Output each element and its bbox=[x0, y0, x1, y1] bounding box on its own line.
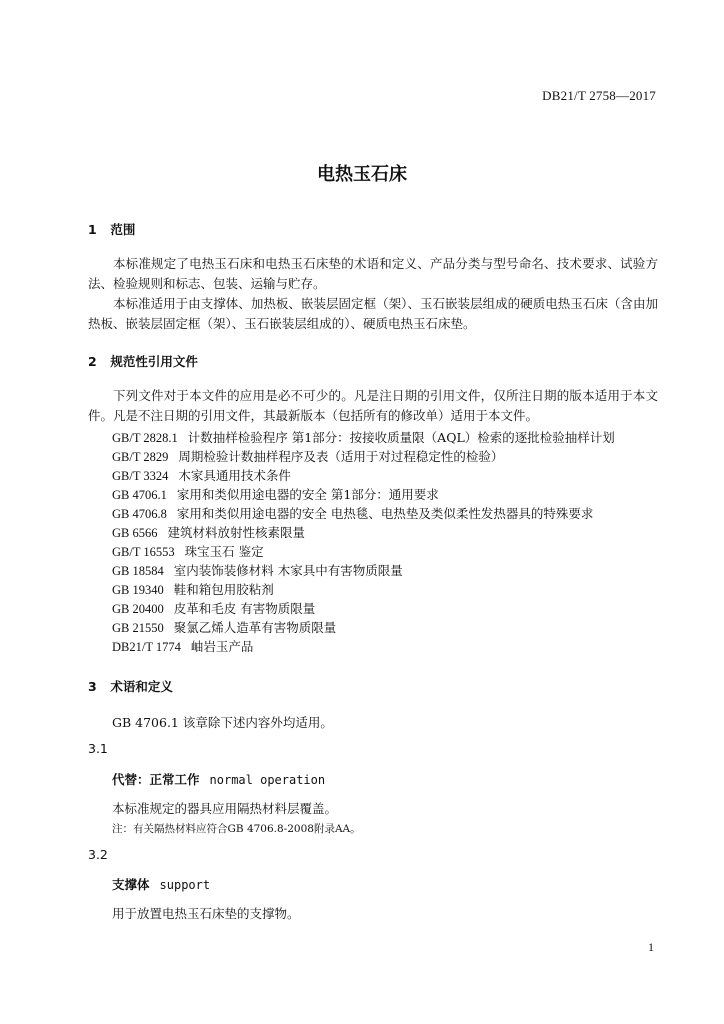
term-note: 注：有关隔热材料应符合GB 4706.8-2008附录AA。 bbox=[112, 823, 361, 835]
reference-code: GB/T 3324 bbox=[112, 469, 169, 483]
reference-title: 家用和类似用途电器的安全 第1部分：通用要求 bbox=[176, 487, 439, 502]
section-number: 3 bbox=[88, 679, 97, 694]
term-english: support bbox=[159, 878, 211, 892]
reference-item bbox=[112, 561, 403, 579]
reference-title: 建筑材料放射性核素限量 bbox=[167, 525, 306, 540]
term-chinese: 代替：正常工作 bbox=[112, 772, 200, 787]
reference-title: 计数抽样检验程序 第1部分：按接收质量限（AQL）检索的逐批检验抽样计划 bbox=[187, 430, 615, 445]
reference-title: 珠宝玉石 鉴定 bbox=[184, 544, 264, 559]
reference-item bbox=[112, 447, 503, 465]
reference-item bbox=[112, 599, 315, 617]
reference-item bbox=[112, 485, 439, 503]
term-definition: 本标准规定的器具应用隔热材料层覆盖。 bbox=[112, 801, 338, 816]
term-english: normal operation bbox=[209, 773, 326, 787]
reference-code: GB 6566 bbox=[112, 526, 158, 540]
reference-title: 岫岩玉产品 bbox=[190, 639, 254, 654]
reference-item bbox=[112, 637, 253, 655]
reference-title: 家用和类似用途电器的安全 电热毯、电热垫及类似柔性发热器具的特殊要求 bbox=[176, 506, 594, 521]
section-title: 范围 bbox=[110, 222, 136, 237]
reference-code: GB 4706.8 bbox=[112, 507, 167, 521]
term-entry bbox=[112, 770, 325, 788]
reference-title: 周期检验计数抽样程序及表（适用于对过程稳定性的检验） bbox=[178, 449, 504, 464]
scope-paragraph-1: 本标准规定了电热玉石床和电热玉石床垫的术语和定义、产品分类与型号命名、技术要求、试验方法、检验规则和标志、包装、运输与贮存。 bbox=[88, 256, 658, 291]
section-number: 2 bbox=[88, 354, 97, 369]
section-title: 规范性引用文件 bbox=[110, 354, 198, 369]
reference-title: 室内装饰装修材料 木家具中有害物质限量 bbox=[173, 563, 403, 578]
reference-item bbox=[112, 618, 336, 636]
section-3-heading bbox=[88, 677, 173, 695]
section-2-heading bbox=[88, 352, 198, 370]
reference-item bbox=[112, 580, 274, 598]
reference-code: GB 19340 bbox=[112, 583, 164, 597]
reference-item bbox=[112, 542, 264, 560]
reference-title: 聚氯乙烯人造革有害物质限量 bbox=[173, 620, 337, 635]
document-title: 电热玉石床 bbox=[317, 164, 407, 185]
reference-code: GB/T 16553 bbox=[112, 545, 175, 559]
reference-code: GB 4706.1 bbox=[112, 488, 167, 502]
reference-code: GB 18584 bbox=[112, 564, 164, 578]
reference-title: 鞋和箱包用胶粘剂 bbox=[173, 582, 274, 597]
reference-code: GB/T 2829 bbox=[112, 450, 169, 464]
reference-item bbox=[112, 523, 305, 541]
reference-item bbox=[112, 504, 593, 522]
term-definition: 用于放置电热玉石床垫的支撑物。 bbox=[112, 906, 300, 921]
terms-intro: GB 4706.1 该章除下述内容外均适用。 bbox=[112, 715, 333, 730]
scope-paragraph-2: 本标准适用于由支撑体、加热板、嵌装层固定框（架）、玉石嵌装层组成的硬质电热玉石床（含由加热板、嵌装层固定框（架）、玉石嵌装层组成的）、硬质电热玉石床垫。 bbox=[88, 296, 658, 331]
section-1-heading bbox=[88, 220, 135, 238]
reference-title: 皮革和毛皮 有害物质限量 bbox=[173, 601, 316, 616]
reference-item bbox=[112, 466, 291, 484]
term-chinese: 支撑体 bbox=[112, 877, 150, 892]
reference-code: GB 20400 bbox=[112, 602, 164, 616]
reference-item bbox=[112, 428, 615, 446]
section-title: 术语和定义 bbox=[110, 679, 173, 694]
reference-code: GB 21550 bbox=[112, 621, 164, 635]
reference-title: 木家具通用技术条件 bbox=[178, 468, 291, 483]
page-number: 1 bbox=[648, 940, 654, 954]
term-entry bbox=[112, 875, 210, 893]
standard-number: DB21/T 2758—2017 bbox=[542, 88, 656, 103]
references-intro: 下列文件对于本文件的应用是必不可少的。凡是注日期的引用文件，仅所注日期的版本适用于本文件。凡是不注日期的引用文件，其最新版本（包括所有的修改单）适用于本文件。 bbox=[88, 388, 658, 423]
reference-code: GB/T 2828.1 bbox=[112, 431, 178, 445]
clause-number: 3.1 bbox=[88, 741, 108, 756]
section-number: 1 bbox=[88, 222, 97, 237]
clause-number: 3.2 bbox=[88, 847, 108, 862]
reference-code: DB21/T 1774 bbox=[112, 640, 181, 654]
